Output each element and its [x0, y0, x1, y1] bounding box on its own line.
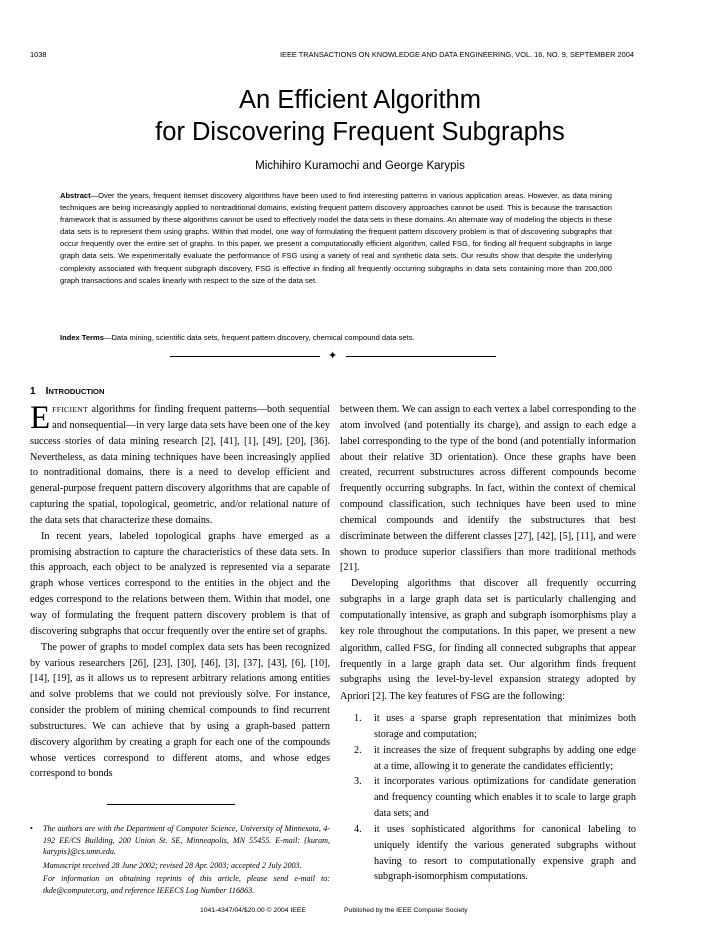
footnote-rule — [107, 804, 235, 805]
title-line-2: for Discovering Frequent Subgraphs — [155, 118, 565, 146]
left-column — [30, 402, 330, 782]
separator-rule-right — [346, 356, 496, 357]
drop-cap: E — [30, 400, 51, 436]
abstract-label: Abstract — [60, 191, 91, 200]
list-item — [340, 711, 636, 743]
right-column — [340, 402, 636, 885]
footnote-reprints: For information on obtaining reprints of this article, please send e-mail to: tkde@computer.org, and reference IEEECS Log Number 116863. — [43, 874, 330, 895]
section-initial: I — [45, 386, 49, 397]
abstract — [60, 190, 612, 287]
list-item — [340, 774, 636, 822]
authors: Michihiro Kuramochi and George Karypis — [255, 160, 465, 172]
list-item — [340, 743, 636, 775]
list-number: 3. — [354, 776, 362, 788]
section-heading — [30, 386, 104, 397]
paragraph-text: algorithms for finding frequent patterns—both sequential and nonsequential—in very large data sets have been one of the key success stories of data mining research [2], [41], [1], [49], [20], [36]. Nevertheless, as data mining techniques have been increasingly applied to nontraditional domains, there is a need to develop efficient and general-purpose frequent pattern discovery algorithms that are capable of capturing the spatial, topological, geometric, and/or relational nature of the data sets that characterize these domains. — [30, 404, 330, 526]
footnote-affiliation — [30, 823, 330, 858]
feature-list — [340, 711, 636, 885]
paragraph-text: are the following: — [490, 691, 566, 703]
index-terms — [60, 332, 620, 344]
algorithm-name: FSG — [413, 641, 433, 653]
index-terms-text: —Data mining, scientific data sets, frequent pattern discovery, chemical compound data sets. — [103, 333, 415, 342]
section-title-rest: NTRODUCTION — [48, 387, 105, 396]
footnote-text: The authors are with the Department of Computer Science, University of Minnesota, 4-192 EE/CS Building, 200 Union St. SE, Minneapolis, MN 55455. E-mail: {kuram, karypis}@cs.umn.edu. — [43, 824, 330, 857]
separator-diamond-icon: ✦ — [328, 350, 338, 362]
copyright-notice: 1041-4347/04/$20.00 © 2004 IEEE — [200, 907, 306, 914]
list-number: 4. — [354, 823, 362, 835]
publisher-notice: Published by the IEEE Computer Society — [344, 907, 468, 914]
title-line-1: An Efficient Algorithm — [239, 86, 481, 114]
index-terms-label: Index Terms — [60, 333, 104, 342]
journal-header: IEEE TRANSACTIONS ON KNOWLEDGE AND DATA ENGINEERING, VOL. 16, NO. 9, SEPTEMBER 2004 — [279, 50, 634, 59]
section-number: 1 — [30, 386, 36, 397]
paragraph: In recent years, labeled topological graphs have emerged as a promising abstraction to capture the characteristics of these data sets. In this approach, each object to be analyzed is represented via a separate graph whose vertices correspond to the entities in the object and the edges correspond to the relations between them. Within that model, one way of formulating the frequent pattern discovery problem is that of discovering subgraphs that occur frequently over the entire set of graphs. — [30, 530, 330, 637]
list-item-text: it increases the size of frequent subgraphs by adding one edge at a time, allowing it to generate the candidates efficiently; — [374, 744, 636, 772]
page-number: 1038 — [30, 50, 47, 59]
paragraph — [340, 576, 636, 705]
paragraph-text: , for finding all connected subgraphs that appear frequently in a large graph data set. Our algorithm finds frequent subgraphs using the level-by-level expansion strategy adopted by Apriori [2]. The key features of — [340, 642, 636, 703]
paragraph-text: Developing algorithms that discover all frequently occurring subgraphs in a large graph data set is particularly challenging and computationally intensive, as graph and subgraph isomorphisms play a key role throughout the computations. In this paper, we present a new algorithm, called — [340, 578, 636, 654]
list-number: 2. — [354, 744, 362, 756]
footnotes — [30, 823, 330, 899]
list-number: 1. — [354, 713, 362, 725]
abstract-text: —Over the years, frequent itemset discovery algorithms have been used to find interesting patterns in various application areas. However, as data mining techniques are being increasingly applied to nontraditional domains, existing frequent pattern discovery approaches cannot be used. This is because the transaction framework that is assumed by these algorithms cannot be used to effectively model the data sets in these domains. An alternate way of modeling the objects in these data sets is to represent them using graphs. Within that model, one way of formulating the frequent pattern discovery problem is that of discovering subgraphs that occur frequently over the entire set of graphs. In this paper, we present a computationally efficient algorithm, called FSG, for finding all frequent subgraphs in large graph data sets. We experimentally evaluate the performance of FSG using a variety of real and synthetic data sets. Our results show that despite the underlying complexity associated with frequent subgraph discovery, FSG is effective in finding all frequently occurring subgraphs in data sets containing more than 200,000 graph transactions and scales linearly with respect to the size of the data set. — [60, 191, 612, 285]
lead-smallcaps: FFICIENT — [52, 405, 88, 414]
list-item-text: it uses a sparse graph representation that minimizes both storage and computation; — [374, 713, 636, 740]
algorithm-name: FSG — [470, 690, 491, 702]
paragraph: The power of graphs to model complex data sets has been recognized by various researchers [26], [23], [30], [46], [3], [37], [43], [6], [10], [14], [19], as it allows us to represent arbitrary relations among entities and solve problems that we could not previously solve. For instance, consider the problem of mining chemical compounds to find recurrent substructures. We can achieve that by using a graph-based pattern discovery algorithm by creating a graph for each one of the compounds whose vertices correspond to different atoms, and whose edges correspond to bonds — [30, 641, 330, 780]
paragraph — [30, 402, 330, 529]
list-item-text: it incorporates various optimizations for candidate generation and frequency counting which enables it to scale to large graph data sets; and — [374, 776, 636, 820]
paper-title — [0, 84, 720, 148]
paragraph: between them. We can assign to each vertex a label corresponding to the atom involved (and potentially its charge), and assign to each edge a label corresponding to the type of the bond (and potentially information about their relative 3D orientation). Once these graphs have been created, recurrent substructures across different compounds become frequently occurring subgraphs. In fact, within the context of chemical compound classification, such techniques have been used to mine chemical compounds and identify the substructures that best discriminate between the different classes [27], [42], [5], [11], and were shown to produce superior classifiers than more traditional methods [21]. — [340, 404, 636, 574]
list-item — [340, 822, 636, 885]
separator-rule-left — [170, 356, 320, 357]
footnote-received: Manuscript received 28 June 2002; revised 28 Apr. 2003; accepted 2 July 2003. — [43, 860, 302, 870]
section-separator — [0, 349, 720, 363]
bullet-icon: • — [30, 824, 33, 833]
list-item-text: it uses sophisticated algorithms for canonical labeling to uniquely identify the various generated subgraphs without having to resort to computationally expensive graph and subgraph-isomorphism computations. — [374, 823, 636, 883]
